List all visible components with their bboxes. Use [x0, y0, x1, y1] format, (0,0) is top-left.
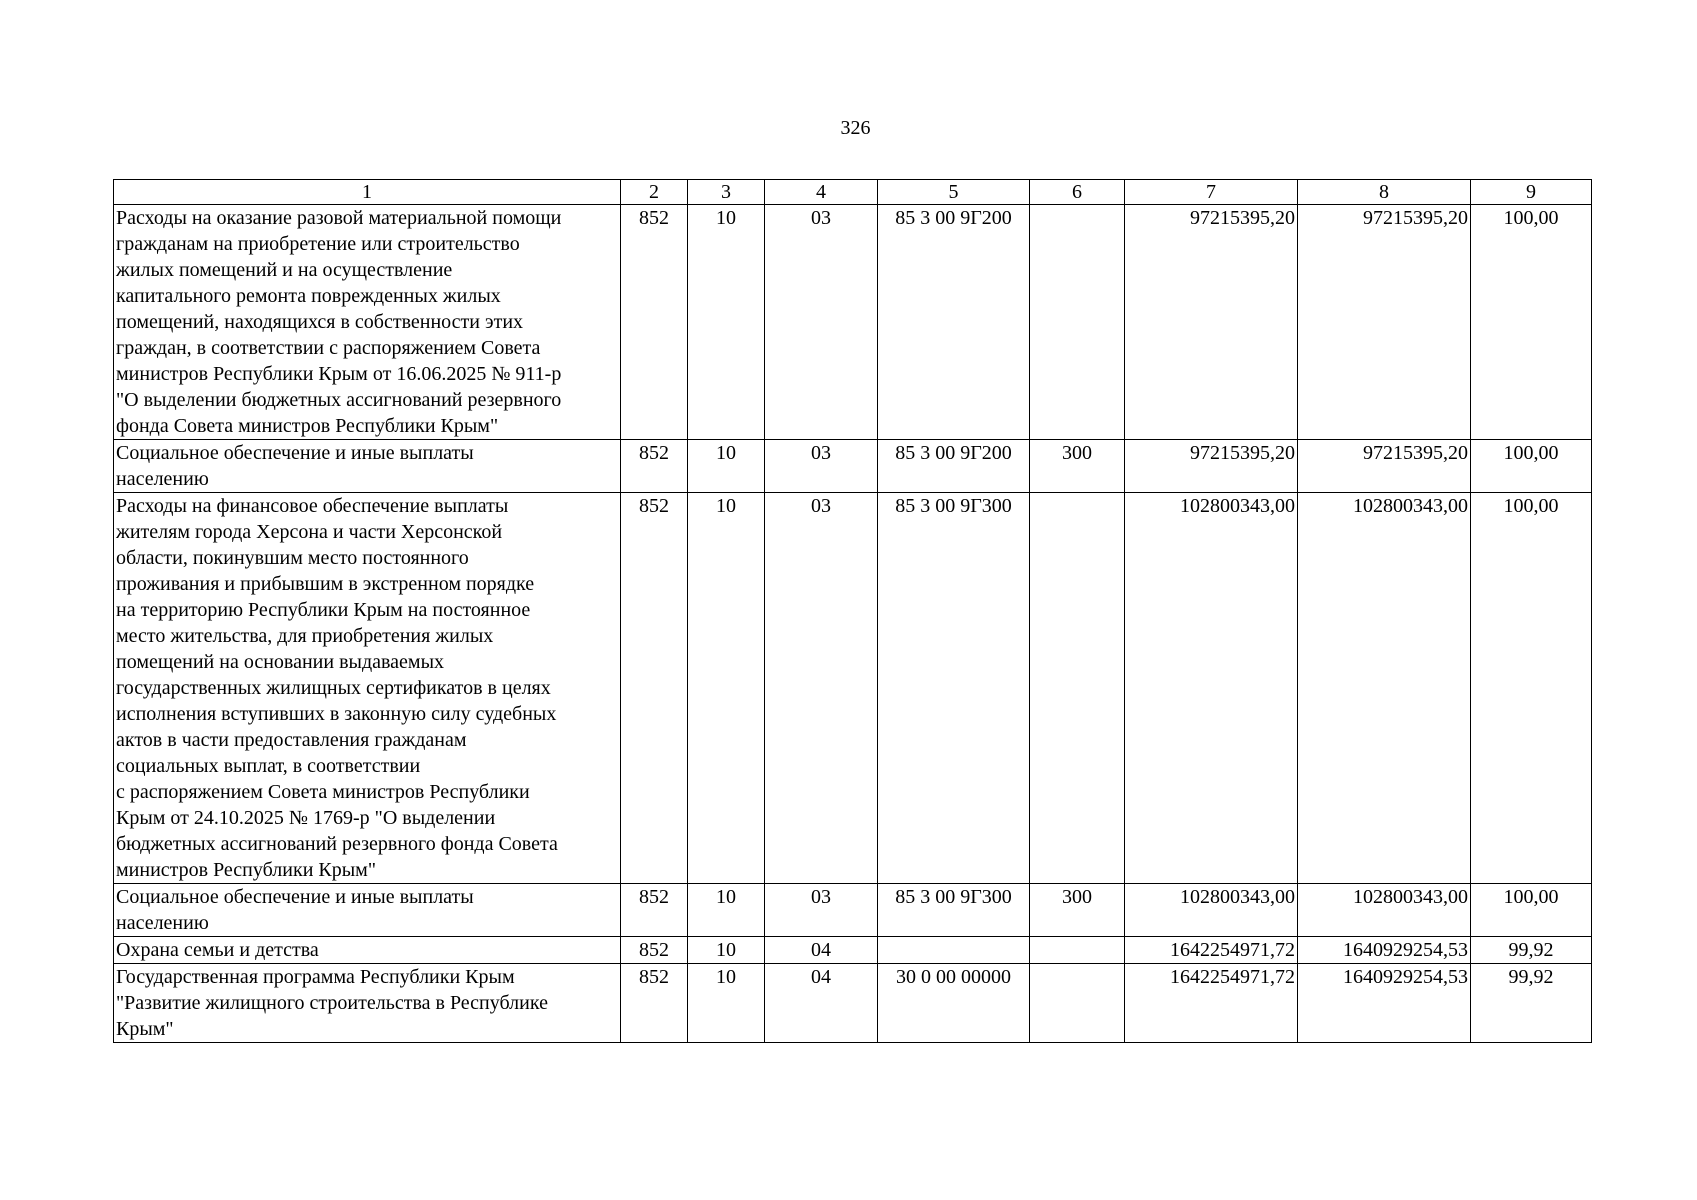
execution-percent-cell: 100,00 — [1471, 205, 1592, 440]
expense-name-cell: Расходы на оказание разовой материальной помощи гражданам на приобретение или строительство жилых помещений и на осуществление капитального ремонта поврежденных жилых помещений, находящихся в собственности этих граждан, в соответствии с распоряжением Совета министров Республики Крым от 16.06.2025 № 911-р "О выделении бюджетных ассигнований резервного фонда Совета министров Республики Крым" — [114, 205, 621, 440]
target-article-cell — [878, 937, 1030, 964]
section-code-cell: 10 — [688, 884, 765, 937]
executed-amount-cell: 97215395,20 — [1298, 205, 1471, 440]
header-cell: 2 — [621, 180, 688, 205]
ministry-code-cell: 852 — [621, 964, 688, 1043]
header-cell: 5 — [878, 180, 1030, 205]
target-article-cell: 85 3 00 9Г200 — [878, 440, 1030, 493]
budget-table — [113, 179, 1592, 1043]
executed-amount-cell: 97215395,20 — [1298, 440, 1471, 493]
section-code-cell: 10 — [688, 440, 765, 493]
execution-percent-cell: 100,00 — [1471, 440, 1592, 493]
planned-amount-cell: 1642254971,72 — [1125, 937, 1298, 964]
executed-amount-cell: 1640929254,53 — [1298, 964, 1471, 1043]
subsection-code-cell: 03 — [765, 884, 878, 937]
expense-name-cell: Расходы на финансовое обеспечение выплаты жителям города Херсона и части Херсонской области, покинувшим место постоянного проживания и прибывшим в экстренном порядке на территорию Республики Крым на постоянное место жительства, для приобретения жилых помещений на основании выдаваемых государственных жилищных сертификатов в целях исполнения вступивших в законную силу судебных актов в части предоставления гражданам социальных выплат, в соответствии с распоряжением Совета министров Республики Крым от 24.10.2025 № 1769-р "О выделении бюджетных ассигнований резервного фонда Совета министров Республики Крым" — [114, 493, 621, 884]
executed-amount-cell: 1640929254,53 — [1298, 937, 1471, 964]
expense-type-cell — [1030, 964, 1125, 1043]
target-article-cell: 85 3 00 9Г300 — [878, 493, 1030, 884]
planned-amount-cell: 102800343,00 — [1125, 493, 1298, 884]
subsection-code-cell: 03 — [765, 493, 878, 884]
execution-percent-cell: 100,00 — [1471, 493, 1592, 884]
header-cell: 9 — [1471, 180, 1592, 205]
section-code-cell: 10 — [688, 205, 765, 440]
execution-percent-cell: 99,92 — [1471, 964, 1592, 1043]
target-article-cell: 30 0 00 00000 — [878, 964, 1030, 1043]
table-row — [114, 493, 1592, 884]
target-article-cell: 85 3 00 9Г300 — [878, 884, 1030, 937]
header-cell: 6 — [1030, 180, 1125, 205]
planned-amount-cell: 1642254971,72 — [1125, 964, 1298, 1043]
subsection-code-cell: 04 — [765, 937, 878, 964]
ministry-code-cell: 852 — [621, 937, 688, 964]
expense-type-cell: 300 — [1030, 440, 1125, 493]
executed-amount-cell: 102800343,00 — [1298, 493, 1471, 884]
subsection-code-cell: 04 — [765, 964, 878, 1043]
subsection-code-cell: 03 — [765, 440, 878, 493]
expense-name-cell: Социальное обеспечение и иные выплаты населению — [114, 884, 621, 937]
table-row — [114, 964, 1592, 1043]
ministry-code-cell: 852 — [621, 884, 688, 937]
planned-amount-cell: 97215395,20 — [1125, 205, 1298, 440]
execution-percent-cell: 99,92 — [1471, 937, 1592, 964]
expense-type-cell — [1030, 937, 1125, 964]
page-number: 326 — [840, 117, 871, 139]
ministry-code-cell: 852 — [621, 493, 688, 884]
execution-percent-cell: 100,00 — [1471, 884, 1592, 937]
target-article-cell: 85 3 00 9Г200 — [878, 205, 1030, 440]
planned-amount-cell: 102800343,00 — [1125, 884, 1298, 937]
header-cell: 4 — [765, 180, 878, 205]
header-cell: 1 — [114, 180, 621, 205]
section-code-cell: 10 — [688, 493, 765, 884]
ministry-code-cell: 852 — [621, 440, 688, 493]
header-cell: 7 — [1125, 180, 1298, 205]
planned-amount-cell: 97215395,20 — [1125, 440, 1298, 493]
expense-name-cell: Государственная программа Республики Крым "Развитие жилищного строительства в Республике Крым" — [114, 964, 621, 1043]
table-row — [114, 937, 1592, 964]
table-header-row — [114, 180, 1592, 205]
executed-amount-cell: 102800343,00 — [1298, 884, 1471, 937]
table-row — [114, 884, 1592, 937]
table-row — [114, 440, 1592, 493]
expense-name-cell: Социальное обеспечение и иные выплаты населению — [114, 440, 621, 493]
expense-name-cell: Охрана семьи и детства — [114, 937, 621, 964]
expense-type-cell: 300 — [1030, 884, 1125, 937]
section-code-cell: 10 — [688, 964, 765, 1043]
section-code-cell: 10 — [688, 937, 765, 964]
expense-type-cell — [1030, 205, 1125, 440]
ministry-code-cell: 852 — [621, 205, 688, 440]
expense-type-cell — [1030, 493, 1125, 884]
header-cell: 3 — [688, 180, 765, 205]
table-row — [114, 205, 1592, 440]
header-cell: 8 — [1298, 180, 1471, 205]
subsection-code-cell: 03 — [765, 205, 878, 440]
